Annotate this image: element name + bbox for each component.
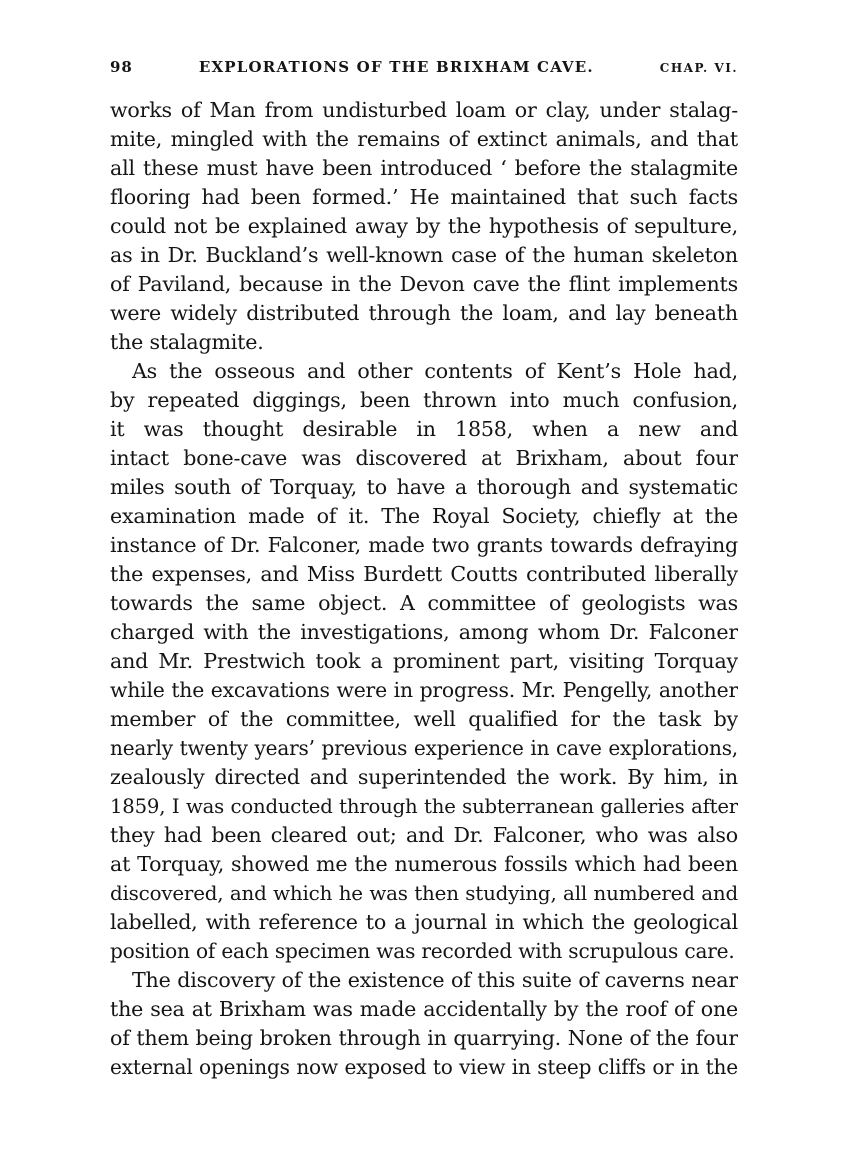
page-number: 98 [110, 58, 133, 76]
text-line: and Mr. Prestwich took a prominent part, visiting Torquay [110, 649, 738, 673]
running-title: EXPLORATIONS OF THE BRIXHAM CAVE. [198, 58, 594, 76]
text-line: nearly twenty years’ previous experience in cave explorations, [110, 736, 738, 760]
text-line: zealously directed and superintended the work. By him, in [110, 765, 738, 789]
text-line: were widely distributed through the loam, and lay beneath [110, 301, 738, 325]
text-line: miles south of Torquay, to have a thorough and systematic [110, 475, 738, 499]
chapter-label: CHAP. VI. [659, 61, 738, 75]
text-line: of them being broken through in quarrying. None of the four [110, 1026, 738, 1050]
text-line: all these must have been introduced ‘ before the stalagmite [110, 156, 738, 180]
text-line: labelled, with reference to a journal in which the geological [110, 910, 738, 934]
paragraph [110, 966, 738, 1082]
running-head [110, 58, 738, 86]
text-line: the stalagmite. [110, 330, 264, 354]
text-line: 1859, I was conducted through the subterranean galleries after [110, 795, 738, 818]
text-line: of Paviland, because in the Devon cave the flint implements [110, 272, 738, 296]
text-line: member of the committee, well qualified for the task by [110, 707, 738, 731]
text-line: intact bone-cave was discovered at Brixham, about four [110, 446, 738, 470]
text-line: works of Man from undisturbed loam or clay, under stalag- [110, 98, 738, 122]
text-line: as in Dr. Buckland’s well-known case of the human skeleton [110, 243, 738, 267]
book-page [110, 58, 738, 1082]
text-line: The discovery of the existence of this suite of caverns near [132, 968, 738, 992]
text-line: instance of Dr. Falconer, made two grants towards defraying [110, 533, 738, 557]
text-line: they had been cleared out; and Dr. Falconer, who was also [110, 823, 738, 847]
body-text [110, 96, 738, 1082]
text-line: could not be explained away by the hypothesis of sepulture, [110, 214, 738, 238]
text-line: position of each specimen was recorded with scrupulous care. [110, 939, 735, 963]
text-line: the sea at Brixham was made accidentally by the roof of one [110, 997, 738, 1021]
text-line: As the osseous and other contents of Kent’s Hole had, [132, 359, 738, 383]
text-line: charged with the investigations, among whom Dr. Falconer [110, 620, 738, 644]
paragraph [110, 96, 738, 357]
text-line: it was thought desirable in 1858, when a new and [110, 417, 738, 441]
text-line: mite, mingled with the remains of extinct animals, and that [110, 127, 738, 151]
paragraph [110, 357, 738, 966]
text-line: external openings now exposed to view in steep cliffs or in the [110, 1055, 738, 1079]
text-line: by repeated diggings, been thrown into much confusion, [110, 388, 738, 412]
text-line: towards the same object. A committee of geologists was [110, 591, 738, 615]
text-line: examination made of it. The Royal Society, chiefly at the [110, 504, 738, 528]
text-line: while the excavations were in progress. Mr. Pengelly, another [110, 678, 738, 702]
text-line: flooring had been formed.’ He maintained that such facts [110, 185, 738, 209]
text-line: at Torquay, showed me the numerous fossils which had been [110, 852, 738, 876]
text-line: the expenses, and Miss Burdett Coutts contributed liberally [110, 562, 738, 586]
text-line: discovered, and which he was then studying, all numbered and [110, 882, 738, 905]
